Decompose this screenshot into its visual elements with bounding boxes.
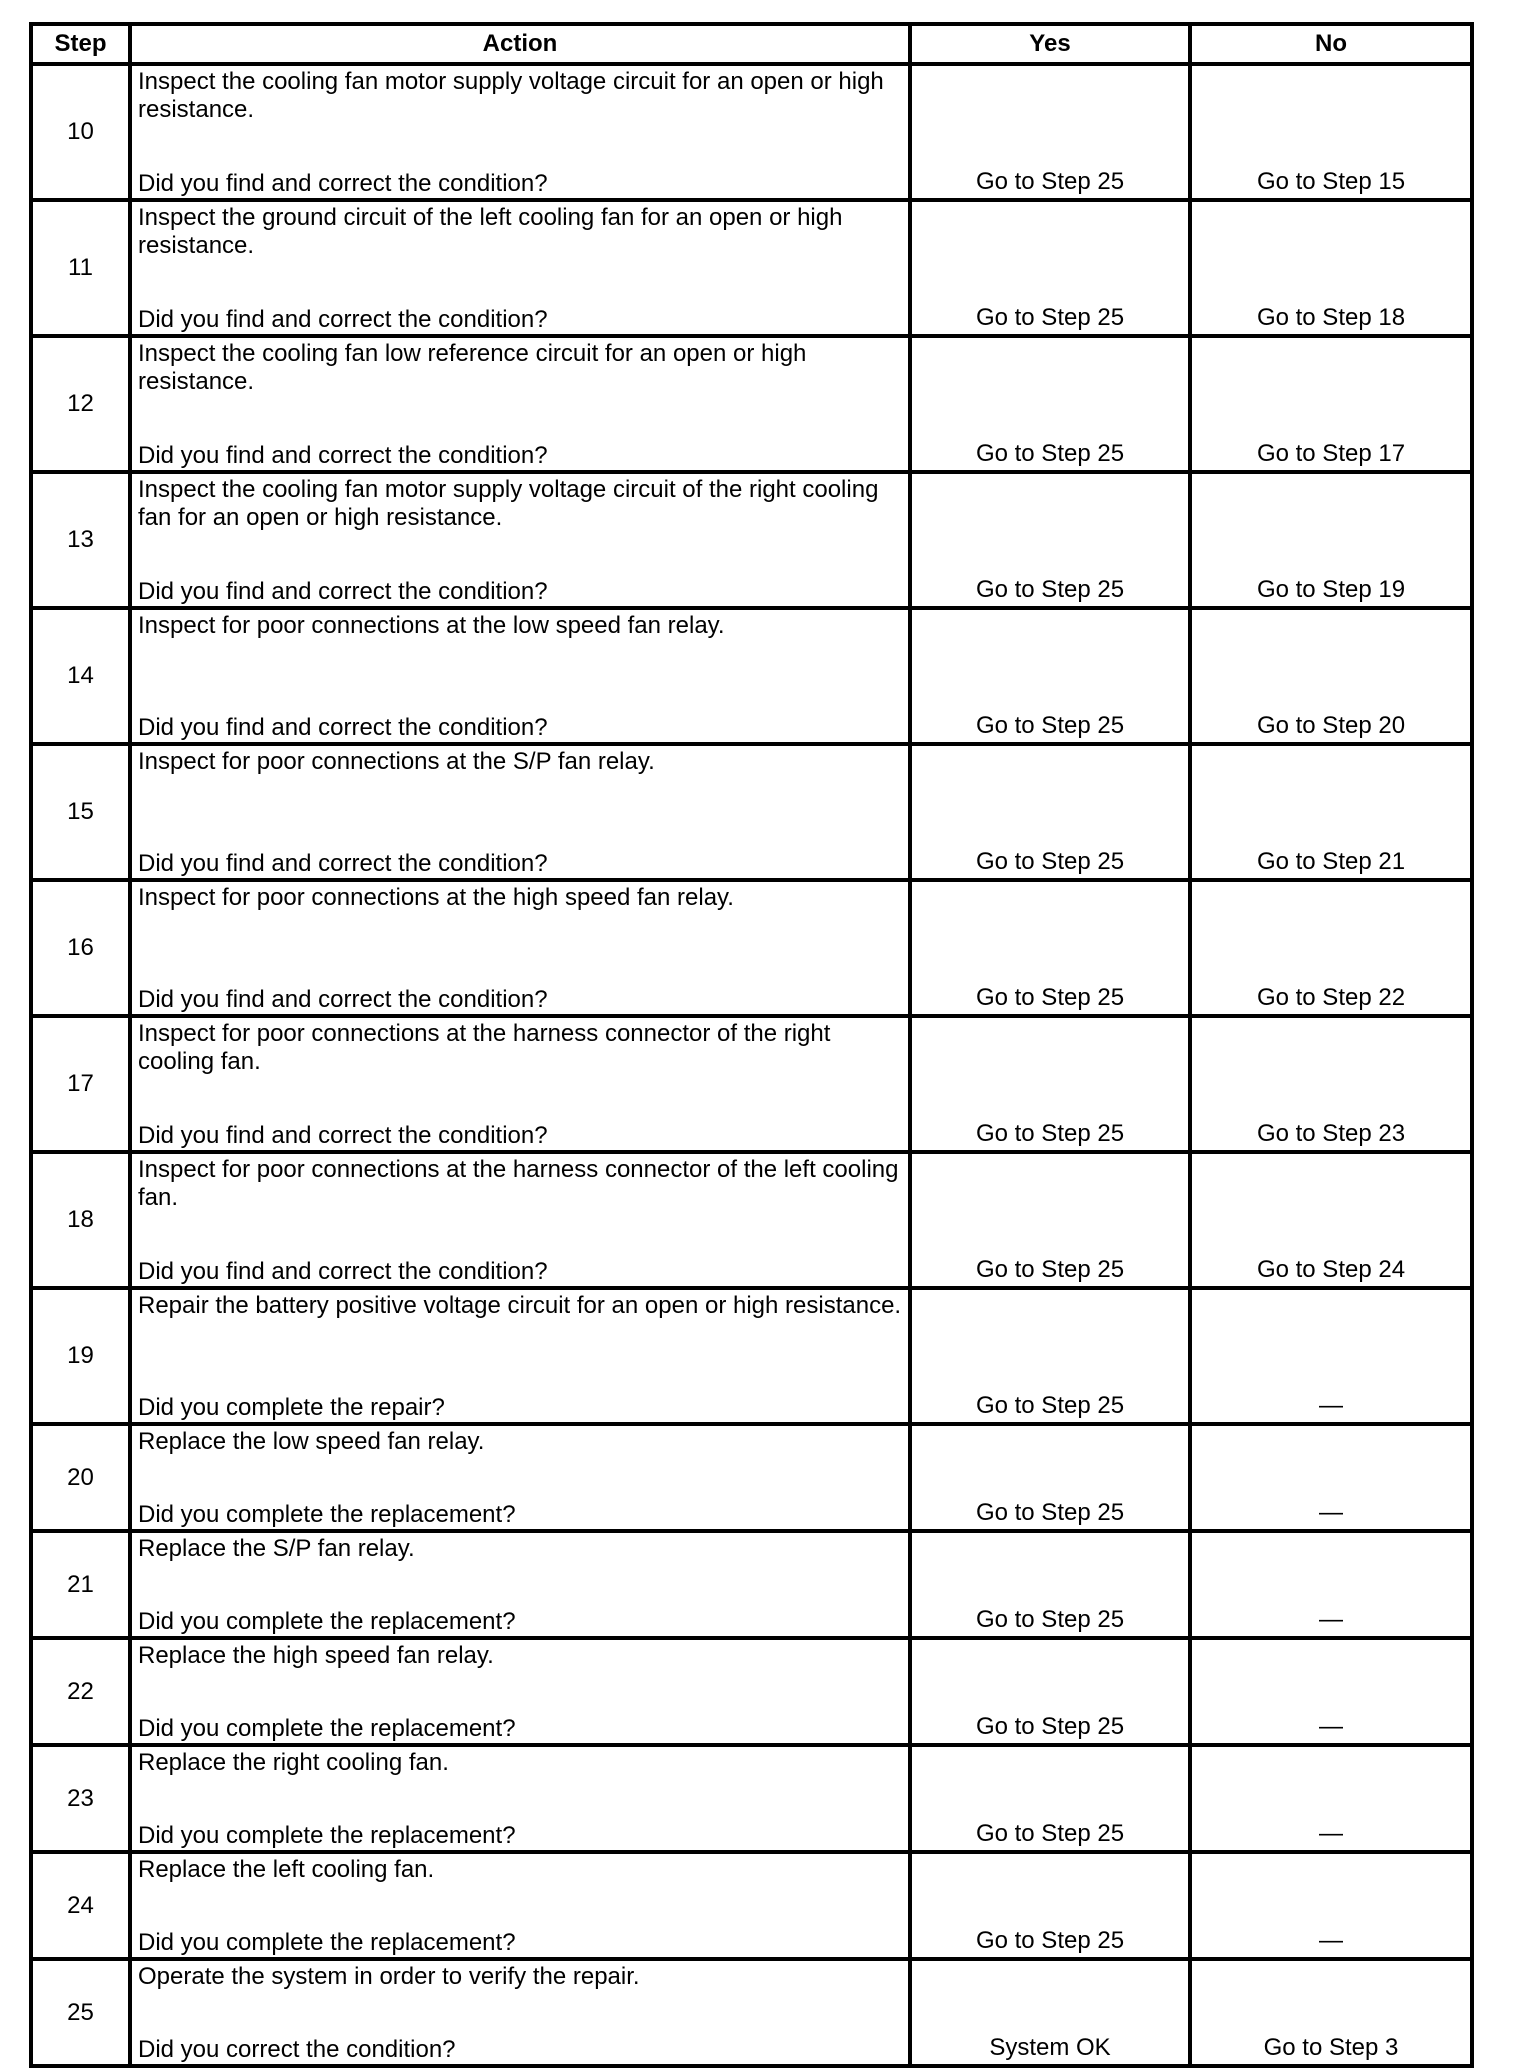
action-instruction: Inspect the cooling fan motor supply voltage circuit of the right cooling fan for an open or high resistance. [138,476,879,531]
yes-result: Go to Step 25 [910,744,1190,880]
step-number: 14 [31,608,130,744]
action-cell [130,608,910,744]
yes-result: Go to Step 25 [910,1531,1190,1638]
action-instruction: Inspect the cooling fan low reference circuit for an open or high resistance. [138,340,807,395]
action-question: Did you find and correct the condition? [138,442,548,469]
action-question: Did you find and correct the condition? [138,170,548,197]
step-number: 13 [31,472,130,608]
no-result: Go to Step 3 [1190,1959,1472,2066]
table-row [31,1745,1472,1852]
action-question: Did you find and correct the condition? [138,578,548,605]
step-number: 25 [31,1959,130,2066]
action-cell [130,1852,910,1959]
step-number: 21 [31,1531,130,1638]
action-question: Did you complete the replacement? [138,1715,516,1742]
no-result: Go to Step 17 [1190,336,1472,472]
yes-result: Go to Step 25 [910,1745,1190,1852]
action-instruction: Inspect for poor connections at the low speed fan relay. [138,612,725,639]
step-number: 20 [31,1424,130,1531]
table-row [31,336,1472,472]
action-cell [130,1016,910,1152]
no-result: Go to Step 22 [1190,880,1472,1016]
table-row [31,1152,1472,1288]
action-question: Did you complete the repair? [138,1394,445,1421]
step-number: 23 [31,1745,130,1852]
header-yes: Yes [910,24,1190,64]
yes-result: Go to Step 25 [910,336,1190,472]
step-number: 18 [31,1152,130,1288]
action-question: Did you find and correct the condition? [138,1258,548,1285]
action-instruction: Inspect for poor connections at the harness connector of the right cooling fan. [138,1020,831,1075]
table-row [31,744,1472,880]
yes-result: Go to Step 25 [910,1152,1190,1288]
action-question: Did you find and correct the condition? [138,306,548,333]
no-result: Go to Step 23 [1190,1016,1472,1152]
action-question: Did you complete the replacement? [138,1822,516,1849]
table-row [31,472,1472,608]
action-instruction: Inspect for poor connections at the S/P fan relay. [138,748,655,775]
action-instruction: Replace the S/P fan relay. [138,1535,415,1562]
yes-result: Go to Step 25 [910,200,1190,336]
table-row [31,1852,1472,1959]
action-question: Did you complete the replacement? [138,1501,516,1528]
table-row [31,608,1472,744]
no-result: Go to Step 20 [1190,608,1472,744]
header-step: Step [31,24,130,64]
action-instruction: Inspect for poor connections at the high speed fan relay. [138,884,734,911]
action-cell [130,1288,910,1424]
no-result: — [1190,1424,1472,1531]
action-instruction: Replace the low speed fan relay. [138,1428,485,1455]
no-result: Go to Step 21 [1190,744,1472,880]
action-instruction: Inspect the ground circuit of the left cooling fan for an open or high resistance. [138,204,843,259]
header-row [31,24,1472,64]
no-result: — [1190,1745,1472,1852]
yes-result: Go to Step 25 [910,1638,1190,1745]
yes-result: Go to Step 25 [910,1016,1190,1152]
yes-result: Go to Step 25 [910,64,1190,200]
step-number: 17 [31,1016,130,1152]
no-result: Go to Step 18 [1190,200,1472,336]
action-instruction: Replace the left cooling fan. [138,1856,435,1883]
table-row [31,1959,1472,2066]
action-cell [130,1959,910,2066]
step-number: 11 [31,200,130,336]
action-instruction: Inspect the cooling fan motor supply voltage circuit for an open or high resistance. [138,68,884,123]
action-question: Did you correct the condition? [138,2036,456,2063]
no-result: — [1190,1531,1472,1638]
action-instruction: Repair the battery positive voltage circuit for an open or high resistance. [138,1292,902,1319]
action-instruction: Operate the system in order to verify the repair. [138,1963,640,1990]
yes-result: Go to Step 25 [910,1424,1190,1531]
table-row [31,1638,1472,1745]
action-cell [130,1424,910,1531]
action-question: Did you find and correct the condition? [138,714,548,741]
no-result: — [1190,1852,1472,1959]
action-instruction: Replace the high speed fan relay. [138,1642,494,1669]
action-question: Did you find and correct the condition? [138,986,548,1013]
no-result: Go to Step 15 [1190,64,1472,200]
action-cell [130,744,910,880]
action-question: Did you complete the replacement? [138,1608,516,1635]
table-row [31,880,1472,1016]
action-instruction: Replace the right cooling fan. [138,1749,449,1776]
no-result: Go to Step 19 [1190,472,1472,608]
yes-result: Go to Step 25 [910,472,1190,608]
action-cell [130,336,910,472]
step-number: 15 [31,744,130,880]
step-number: 24 [31,1852,130,1959]
header-action: Action [130,24,910,64]
action-instruction: Inspect for poor connections at the harness connector of the left cooling fan. [138,1156,899,1211]
action-cell [130,472,910,608]
action-cell [130,1531,910,1638]
action-question: Did you complete the replacement? [138,1929,516,1956]
yes-result: Go to Step 25 [910,608,1190,744]
step-number: 22 [31,1638,130,1745]
yes-result: Go to Step 25 [910,1852,1190,1959]
action-cell [130,1745,910,1852]
action-cell [130,880,910,1016]
no-result: Go to Step 24 [1190,1152,1472,1288]
table-row [31,1288,1472,1424]
action-cell [130,1638,910,1745]
table-row [31,200,1472,336]
action-question: Did you find and correct the condition? [138,850,548,877]
no-result: — [1190,1288,1472,1424]
no-result: — [1190,1638,1472,1745]
step-number: 12 [31,336,130,472]
yes-result: Go to Step 25 [910,880,1190,1016]
step-number: 10 [31,64,130,200]
diagnostic-table [29,22,1474,2068]
yes-result: Go to Step 25 [910,1288,1190,1424]
action-cell [130,1152,910,1288]
action-cell [130,200,910,336]
yes-result: System OK [910,1959,1190,2066]
action-question: Did you find and correct the condition? [138,1122,548,1149]
header-no: No [1190,24,1472,64]
step-number: 19 [31,1288,130,1424]
action-cell [130,64,910,200]
table-row [31,1531,1472,1638]
table-row [31,64,1472,200]
step-number: 16 [31,880,130,1016]
table-row [31,1424,1472,1531]
table-row [31,1016,1472,1152]
